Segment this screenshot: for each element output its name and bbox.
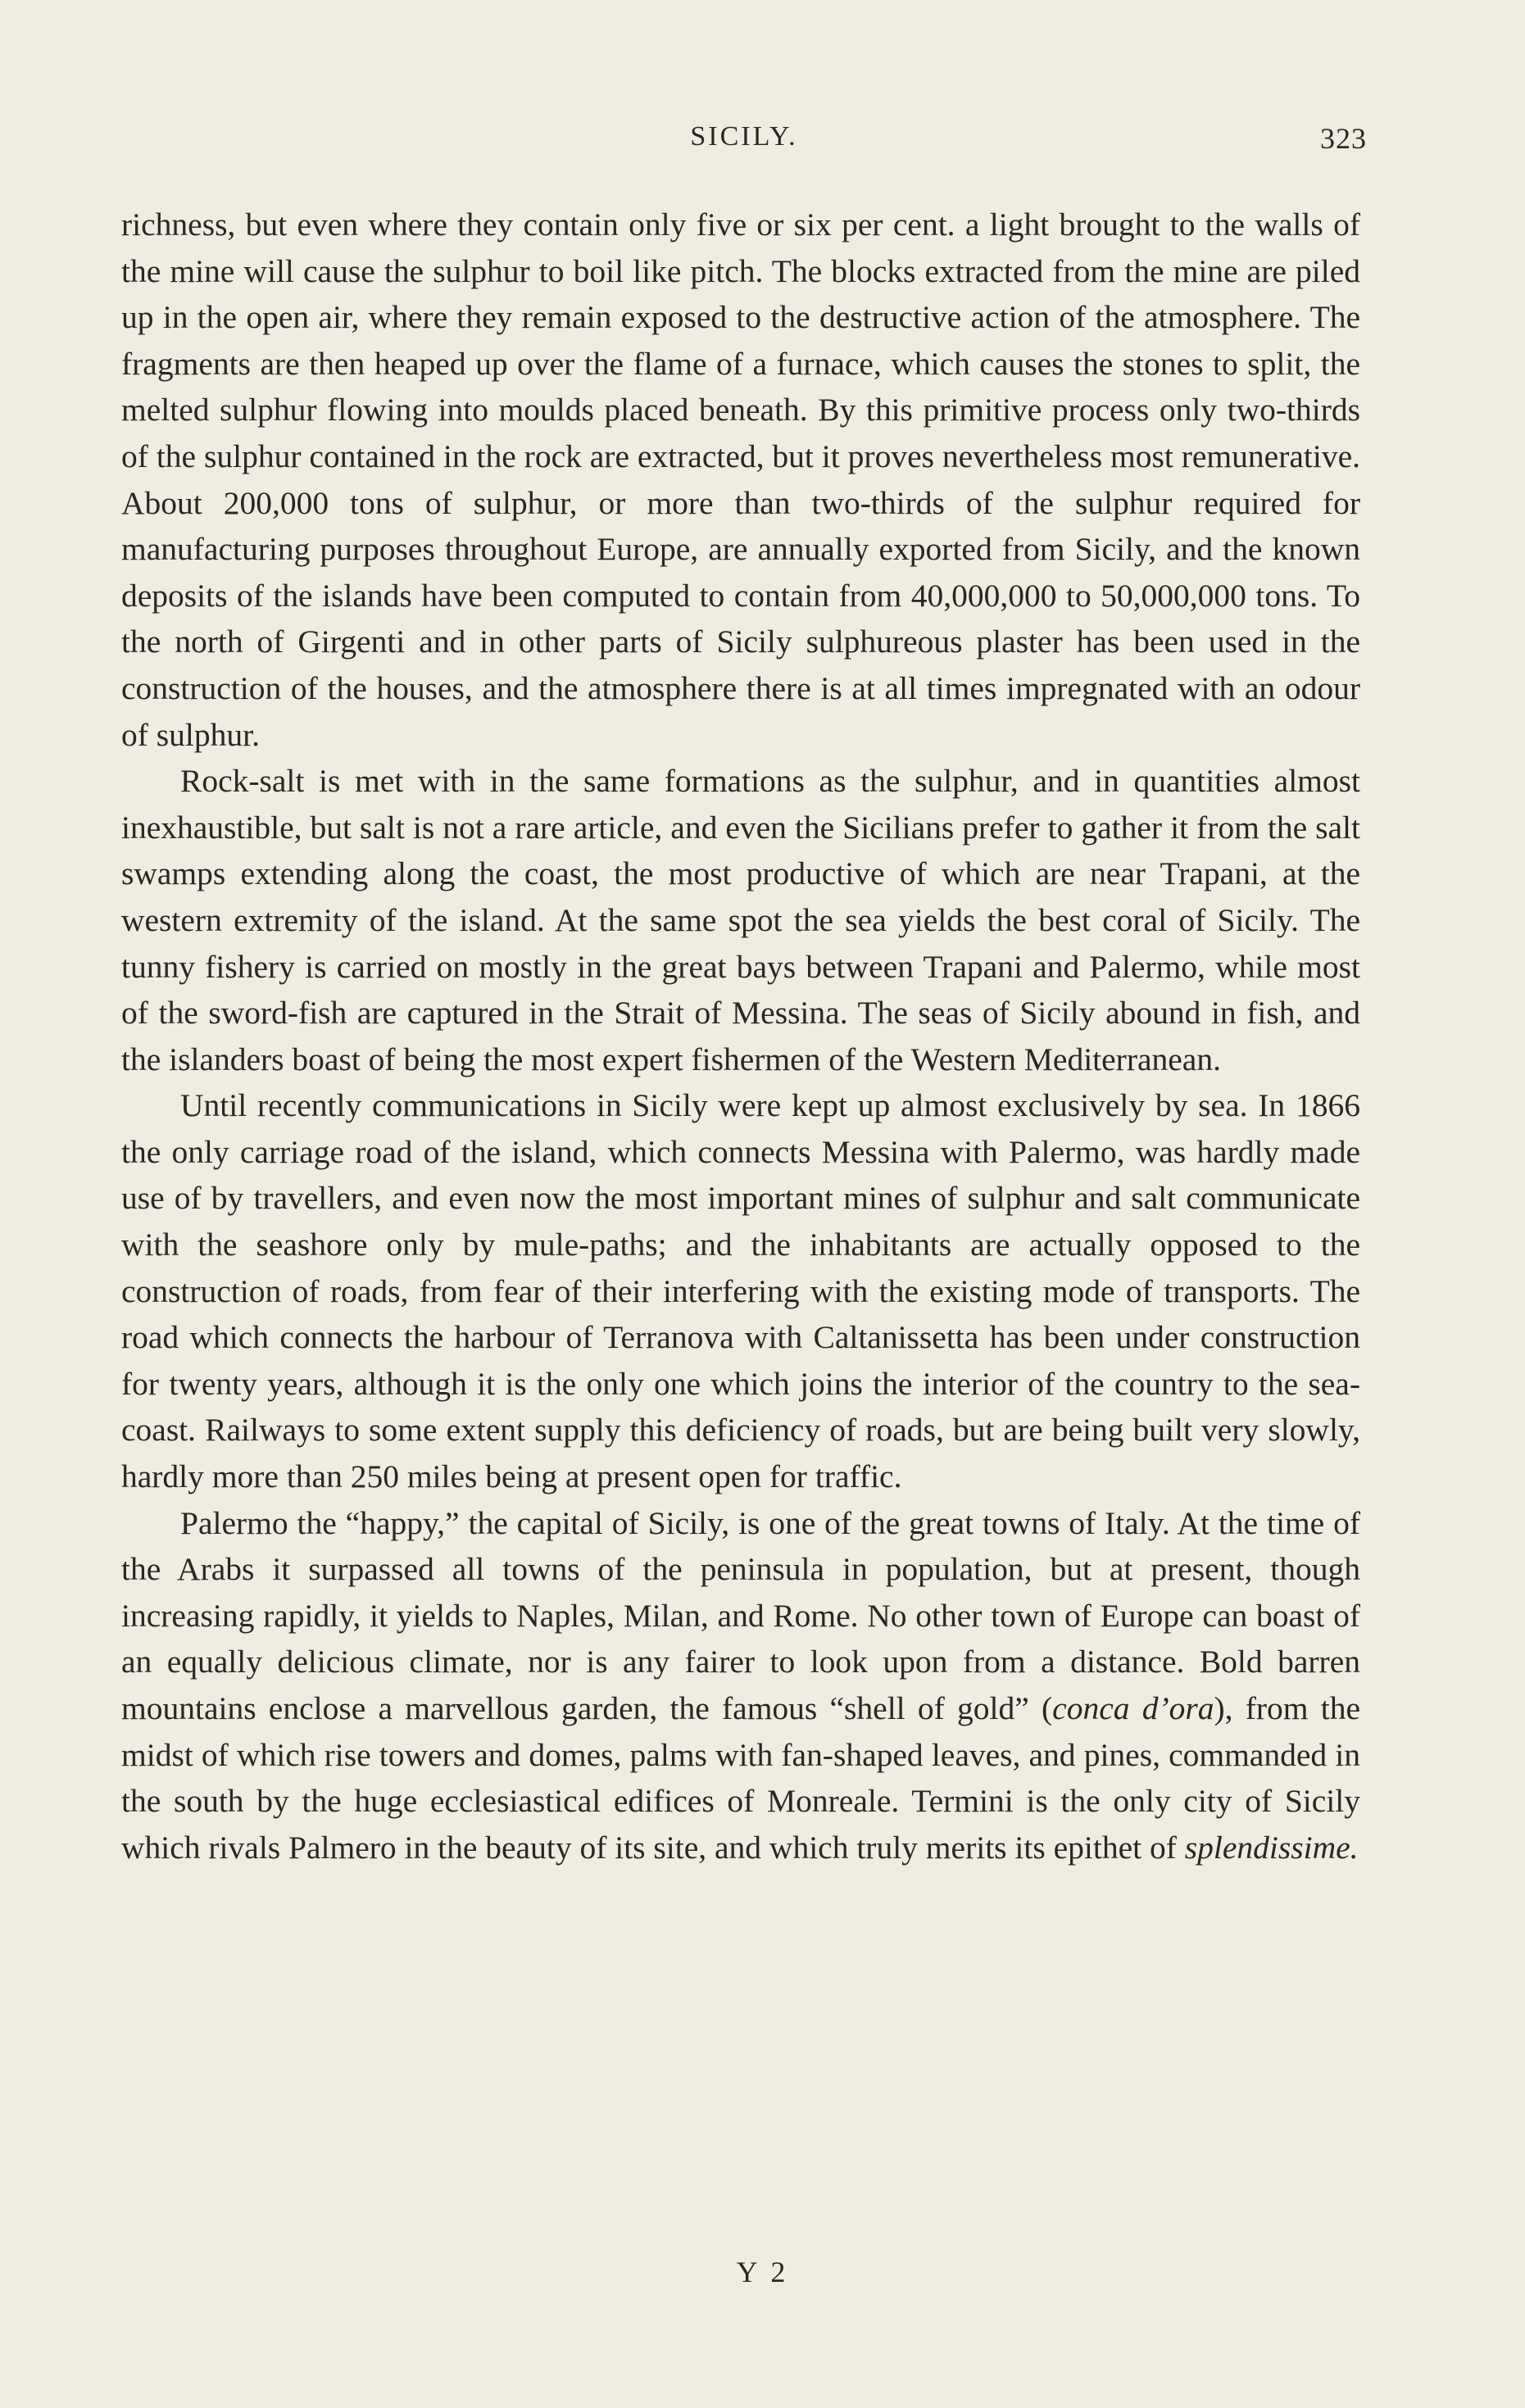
paragraph-rock-salt (121, 758, 1360, 1082)
paragraph-palermo (121, 1500, 1360, 1871)
running-title: SICILY. (690, 121, 798, 152)
page-number: 323 (1320, 122, 1367, 155)
italic-phrase: conca d’ora (1052, 1690, 1214, 1726)
paragraph-communications (121, 1082, 1360, 1499)
paragraph-text: Rock-salt is met with in the same formations as the sulphur, and in quantities almost inexhaustible, but salt is not a rare article, and even the Sicilians prefer to gather it from the salt swamps extending along the coast, the most productive of which are near Trapani, at the western extremity of the island. At the same spot the sea yields the best coral of Sicily. The tunny fishery is carried on mostly in the great bays between Trapani and Palermo, while most of the sword-fish are captured in the Strait of Messina. The seas of Sicily abound in fish, and the islanders boast of being the most expert fishermen of the Western Mediterranean. (121, 763, 1360, 1077)
italic-phrase: splendissime. (1184, 1829, 1359, 1866)
signature-mark: Y 2 (736, 2256, 789, 2288)
body-text (121, 202, 1360, 1871)
paragraph-text: Until recently communications in Sicily were kept up almost exclusively by sea. In 1866 the only carriage road of the island, which connects Messina with Palermo, was hardly made use of by travellers, and even now the most important mines of sulphur and salt communicate with the seashore only by mule-paths; and the inhabitants are actually opposed to the construction of roads, from fear of their interfering with the existing mode of transports. The road which connects the harbour of Terranova with Caltanissetta has been under construction for twenty years, although it is the only one which joins the interior of the country to the sea-coast. Railways to some extent supply this deficiency of roads, but are being built very slowly, hardly more than 250 miles being at present open for traffic. (121, 1087, 1360, 1495)
paragraph-sulphur (121, 202, 1360, 758)
page-header (121, 121, 1367, 162)
paragraph-text: richness, but even where they contain only five or six per cent. a light brought to the walls of the mine will cause the sulphur to boil like pitch. The blocks extracted from the mine are piled up in the open air, where they remain exposed to the destructive action of the atmosphere. The fragments are then heaped up over the flame of a furnace, which causes the stones to split, the melted sulphur flowing into moulds placed beneath. By this primitive process only two-thirds of the sulphur contained in the rock are extracted, but it proves nevertheless most remunerative. About 200,000 tons of sulphur, or more than two-thirds of the sulphur required for manufacturing purposes throughout Europe, are annually exported from Sicily, and the known deposits of the islands have been computed to contain from 40,000,000 to 50,000,000 tons. To the north of Girgenti and in other parts of Sicily sulphureous plaster has been used in the construction of the houses, and the atmosphere there is at all times impregnated with an odour of sulphur. (121, 206, 1360, 753)
paragraph-text: ), from the midst of which rise towers and domes, palms with fan-shaped leaves, and pines, commanded in the south by the huge ecclesiastical edifices of Monreale. Termini is the only city of Sicily which rivals Palmero in the beauty of its site, and which truly merits its epithet of (121, 1690, 1361, 1866)
paragraph-text: Palermo the “happy,” the capital of Sicily, is one of the great towns of Italy. At the time of the Arabs it surpassed all towns of the peninsula in population, but at present, though increasing rapidly, it yields to Naples, Milan, and Rome. No other town of Europe can boast of an equally delicious climate, nor is any fairer to look upon from a distance. Bold barren mountains enclose a marvellous garden, the famous “shell of gold” ( (121, 1504, 1360, 1726)
